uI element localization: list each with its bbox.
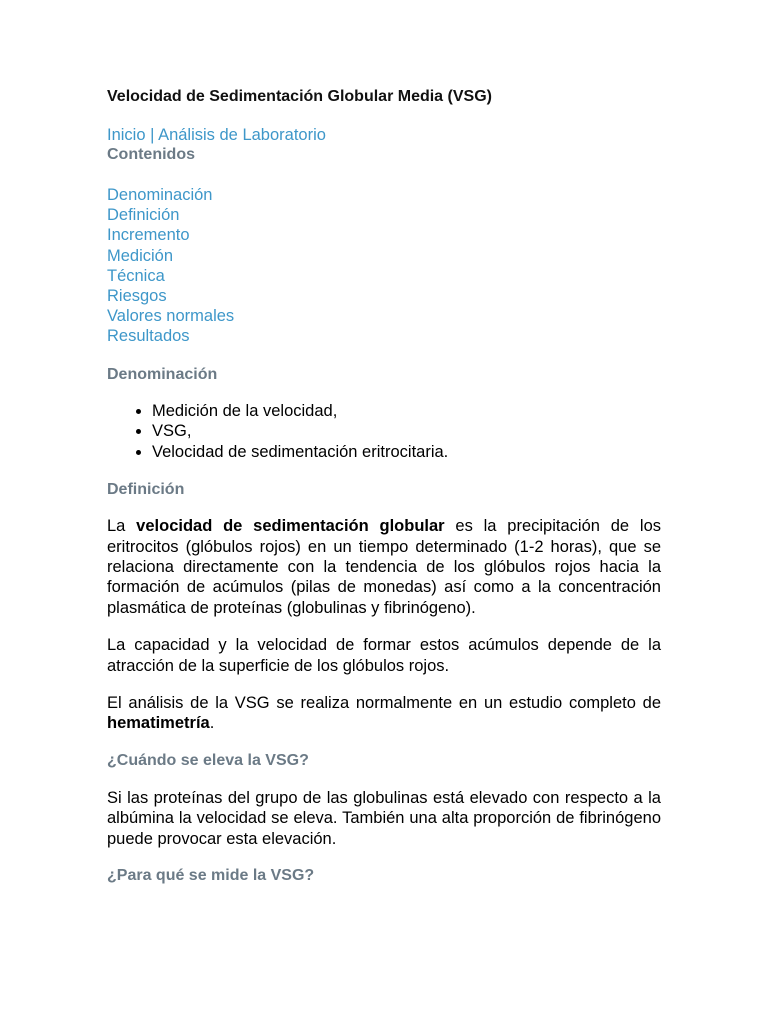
bold-term-vsg: velocidad de sedimentación globular xyxy=(136,517,445,536)
toc-link-definicion[interactable]: Definición xyxy=(107,206,180,225)
section-heading-mide: ¿Para qué se mide la VSG? xyxy=(107,867,315,884)
toc-item-valores-normales xyxy=(107,306,661,326)
paragraph-text: El análisis de la VSG se realiza normalmente en un estudio completo de xyxy=(107,693,661,712)
paragraph-text: es la precipitación de los eritrocitos (glóbulos rojos) en un tiempo determinado (1-2 horas), que se relaciona directamente con la tendencia de los glóbulos rojos hacia la formación de acúmulos (pilas de monedas) así como a la concentración plasmática de proteínas (globulinas y fibrinógeno). xyxy=(107,517,662,617)
list-item: • VSG, xyxy=(152,421,661,442)
toc-link-tecnica[interactable]: Técnica xyxy=(107,266,165,285)
toc-link-incremento[interactable]: Incremento xyxy=(107,226,190,245)
list-item: • Velocidad de sedimentación eritrocitaria. xyxy=(152,442,661,463)
toc-heading: Contenidos xyxy=(107,146,195,163)
paragraph-eleva: Si las proteínas del grupo de las globulinas está elevado con respecto a la albúmina la velocidad se eleva. También una alta proporción de fibrinógeno puede provocar esta elevación. xyxy=(107,788,661,848)
paragraph-text: La xyxy=(107,517,137,536)
toc-item-resultados xyxy=(107,326,661,346)
toc-link-riesgos[interactable]: Riesgos xyxy=(107,287,167,306)
document-title: Velocidad de Sedimentación Globular Media (VSG) xyxy=(107,88,492,105)
bold-term-hematimetria: hematimetría xyxy=(107,714,210,733)
toc-link-resultados[interactable]: Resultados xyxy=(107,327,190,346)
table-of-contents xyxy=(107,185,661,347)
breadcrumb-link[interactable]: Inicio | Análisis de Laboratorio xyxy=(107,126,326,144)
toc-item-incremento xyxy=(107,225,661,245)
denominacion-list xyxy=(107,401,661,463)
document-page xyxy=(107,86,661,886)
toc-item-denominacion xyxy=(107,185,661,205)
breadcrumb xyxy=(107,125,661,145)
toc-link-medicion[interactable]: Medición xyxy=(107,246,174,265)
section-heading-eleva: ¿Cuándo se eleva la VSG? xyxy=(107,751,309,769)
paragraph-analisis xyxy=(107,693,661,734)
section-heading-denominacion: Denominación xyxy=(107,365,218,383)
toc-item-tecnica xyxy=(107,266,661,286)
toc-item-riesgos xyxy=(107,286,661,306)
toc-link-valores-normales[interactable]: Valores normales xyxy=(107,307,235,326)
toc-item-medicion xyxy=(107,246,661,266)
paragraph-text: . xyxy=(209,714,215,733)
toc-link-denominacion[interactable]: Denominación xyxy=(107,186,213,204)
section-heading-definicion: Definición xyxy=(107,481,185,499)
toc-item-definicion xyxy=(107,205,661,225)
list-item: • Medición de la velocidad, xyxy=(152,401,661,422)
paragraph-definicion xyxy=(107,516,661,618)
paragraph-capacidad: La capacidad y la velocidad de formar estos acúmulos depende de la atracción de la superficie de los glóbulos rojos. xyxy=(107,636,661,675)
